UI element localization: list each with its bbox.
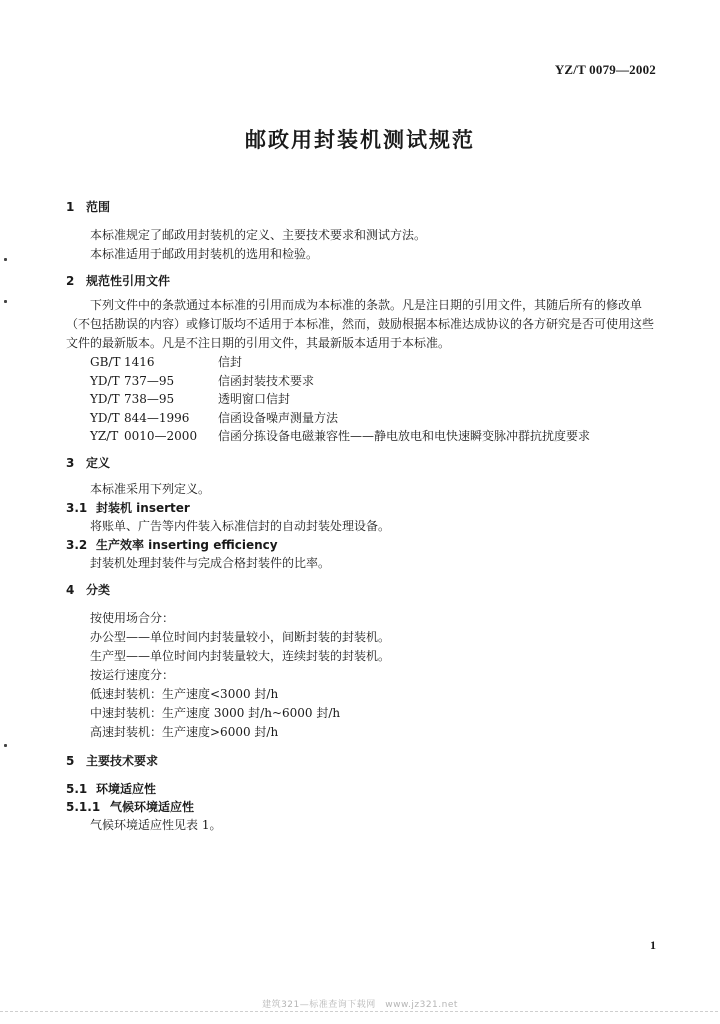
scan-speck [4,300,7,303]
scan-speck [4,744,7,747]
paragraph: 中速封装机：生产速度 3000 封/h~6000 封/h [90,705,341,720]
subsection-number: 5.1.1 [66,799,101,814]
standard-code: YZ/T 0079—2002 [554,62,656,77]
definition-text: 封装机处理封装件与完成合格封装件的比率。 [90,555,331,570]
definition-text: 将账单、广告等内件装入标准信封的自动封装处理设备。 [90,518,391,533]
section-title: 分类 [86,582,111,597]
ref-title: 信函分拣设备电磁兼容性——静电放电和电快速瞬变脉冲群抗扰度要求 [218,429,591,443]
ref-prefix: YZ/T [90,429,119,443]
scan-edge-line [0,1011,720,1012]
ref-title: 透明窗口信封 [218,392,291,406]
ref-number: 738—95 [124,392,175,406]
paragraph: 办公型——单位时间内封装量较小，间断封装的封装机。 [90,629,391,644]
paragraph: 本标准采用下列定义。 [90,481,211,496]
section-number: 5 [66,753,75,768]
reference-list [66,353,656,446]
document-title: 邮政用封装机测试规范 [245,128,475,152]
paragraph: 气候环境适应性见表 1。 [90,817,222,832]
ref-number: 737—95 [124,373,175,388]
ref-title: 信函封装技术要求 [218,373,315,388]
ref-number: 1416 [124,355,155,369]
section-5-heading [66,752,656,770]
paragraph: 按运行速度分： [90,667,175,682]
ref-prefix: YD/T [90,392,120,406]
reference-item [66,390,656,409]
ref-prefix: GB/T [90,355,121,369]
section-title: 主要技术要求 [86,753,159,768]
section-number: 1 [66,200,75,214]
section-number: 3 [66,455,75,470]
section-title: 定义 [86,455,111,470]
section-1-heading [66,198,656,216]
subsection-number: 5.1 [66,781,88,796]
ref-number: 0010—2000 [124,429,198,443]
section-4-heading [66,581,656,599]
reference-item [66,427,656,446]
document-body [66,198,656,835]
paragraph: 下列文件中的条款通过本标准的引用而成为本标准的条款。凡是注日期的引用文件，其随后所有的修改单（不包括勘误的内容）或修订版均不适用于本标准，然而，鼓励根据本标准达成协议的各方研究是否可使用这些文件的最新版本。凡是不注日期的引用文件，其最新版本适用于本标准。 [66,298,655,350]
paragraph: 本标准规定了邮政用封装机的定义、主要技术要求和测试方法。 [90,228,427,242]
paragraph: 生产型——单位时间内封装量较大，连续封装的封装机。 [90,648,391,663]
section-title: 范围 [86,200,111,214]
scan-speck [4,258,7,261]
definition-term: 封装机 inserter [96,500,190,515]
watermark-text: 建筑321—标准查询下载网 www.jz321.net [262,1000,458,1010]
definition-3-2-heading [66,536,656,554]
page-number: 1 [650,938,656,952]
section-2-heading [66,272,656,290]
subsection-number: 3.1 [66,500,88,515]
subsection-title: 环境适应性 [96,781,157,796]
reference-item [66,353,656,372]
subsection-title: 气候环境适应性 [110,799,195,814]
ref-number: 844—1996 [124,410,190,425]
section-3-heading [66,454,656,472]
paragraph: 按使用场合分： [90,610,175,625]
definition-term: 生产效率 inserting efficiency [96,537,278,552]
section-number: 2 [66,274,75,288]
paragraph: 低速封装机：生产速度<3000 封/h [90,686,279,701]
ref-title: 信函设备噪声测量方法 [218,410,339,425]
section-number: 4 [66,582,75,597]
ref-prefix: YD/T [90,410,120,425]
subsection-5-1-heading [66,780,656,798]
definition-3-1-heading [66,499,656,517]
ref-prefix: YD/T [90,373,120,388]
reference-item [66,372,656,391]
paragraph: 本标准适用于邮政用封装机的选用和检验。 [90,247,319,261]
ref-title: 信封 [218,355,243,369]
subsection-number: 3.2 [66,537,88,552]
subsection-5-1-1-heading [66,798,656,816]
section-title: 规范性引用文件 [86,274,171,288]
paragraph: 高速封装机：生产速度>6000 封/h [90,724,279,739]
reference-item [66,409,656,428]
